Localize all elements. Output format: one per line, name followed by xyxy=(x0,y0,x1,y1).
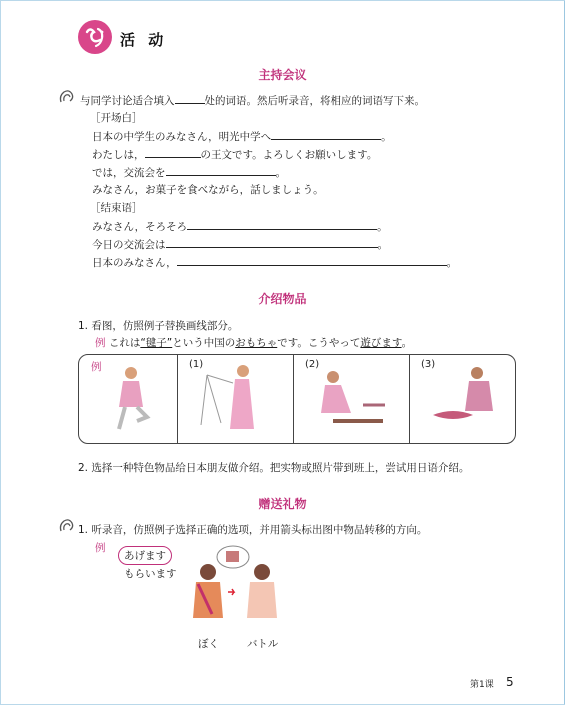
photo-strip xyxy=(78,354,516,444)
listening-icon xyxy=(57,517,75,535)
section2-item2: 2. 选择一种特色物品给日本朋友做介绍。把实物或照片带到班上，尝试用日语介绍。 xyxy=(78,462,470,474)
closing-line-3-text: 日本のみなさん， xyxy=(92,257,177,269)
example-pre: これは xyxy=(108,337,141,349)
section3-item1: 1. 听录音，仿照例子选择正确的选项，并用箭头标出图中物品转移的方向。 xyxy=(78,524,428,536)
example-mid: という中国の xyxy=(172,337,236,349)
opening-line-1-text: 日本の中学生のみなさん，明光中学へ xyxy=(92,131,272,143)
answer-blank[interactable] xyxy=(177,254,447,266)
opening-line-4 xyxy=(92,182,324,197)
activity-logo-icon xyxy=(78,20,112,54)
example-q1: “毽子” xyxy=(140,337,173,349)
closing-line-2-end: 。 xyxy=(377,239,388,251)
instruction-tail: 处的词语。然后听录音，将相应的词语写下来。 xyxy=(204,95,425,107)
opening-line-1-end: 。 xyxy=(381,131,392,143)
option-circled[interactable]: あげます xyxy=(118,546,172,565)
opening-line-1 xyxy=(92,128,392,144)
section-title-introduce: 介绍物品 xyxy=(258,292,307,306)
example-mark: 例 xyxy=(95,542,106,554)
opening-line-4-text: みなさん，お菓子を食べながら，話しましょう。 xyxy=(92,184,324,196)
answer-blank[interactable] xyxy=(187,218,377,230)
section-title-gift: 赠送礼物 xyxy=(258,497,307,511)
opening-line-2 xyxy=(92,146,377,162)
closing-label: ［结束语］ xyxy=(90,202,143,214)
closing-line-3-end: 。 xyxy=(446,257,458,269)
photo-cell-1 xyxy=(177,355,294,443)
opening-line-3-text: では，交流会を xyxy=(92,167,166,179)
section2-item1: 1. 看图，仿照例子替换画线部分。 xyxy=(78,320,239,332)
instruction-text: 与同学讨论适合填入 xyxy=(80,95,175,107)
opening-line-3 xyxy=(92,164,286,180)
closing-line-2-text: 今日の交流会は xyxy=(92,239,166,251)
closing-line-3 xyxy=(92,254,457,270)
blank-sample xyxy=(175,92,205,104)
instruction-line xyxy=(80,92,425,108)
cell-label: (3) xyxy=(421,359,436,370)
opening-line-3-end: 。 xyxy=(275,167,286,179)
closing-line-1-text: みなさん，そろそろ xyxy=(92,221,188,233)
gift-exchange-image xyxy=(190,562,290,632)
photo-cell-3 xyxy=(409,355,515,443)
name-left: ぼく xyxy=(198,638,219,650)
photo-cell-example xyxy=(79,355,178,443)
example-end: 。 xyxy=(401,337,413,349)
photo-cell-2 xyxy=(293,355,410,443)
closing-line-2 xyxy=(92,236,388,252)
header-title: 活 动 xyxy=(120,31,168,49)
name-right: バトル xyxy=(247,638,279,650)
example-mid2: です。こうやって xyxy=(277,337,361,349)
opening-line-2-end: の王文です。よろしくお願いします。 xyxy=(200,149,378,161)
answer-blank[interactable] xyxy=(271,128,381,140)
answer-blank[interactable] xyxy=(166,236,378,248)
example-u1: おもちゃ xyxy=(235,337,278,349)
cell-label: (2) xyxy=(305,359,320,370)
example-sentence xyxy=(95,335,412,350)
answer-blank[interactable] xyxy=(166,164,276,176)
listening-icon xyxy=(57,88,75,106)
closing-line-1-end: 。 xyxy=(377,221,388,233)
option-other[interactable]: もらいます xyxy=(124,568,177,580)
example-u2: 遊びます xyxy=(360,337,402,349)
opening-line-2-text: わたしは， xyxy=(92,149,145,161)
page-number: 5 xyxy=(506,675,514,689)
lesson-label: 第1课 xyxy=(470,680,494,690)
example-mark: 例 xyxy=(95,337,106,349)
answer-blank[interactable] xyxy=(145,146,201,158)
section-title-meeting: 主持会议 xyxy=(258,68,307,82)
opening-label: ［开场白］ xyxy=(90,112,143,124)
cell-label: (1) xyxy=(189,359,204,370)
cell-label: 例 xyxy=(91,361,102,373)
closing-line-1 xyxy=(92,218,388,234)
